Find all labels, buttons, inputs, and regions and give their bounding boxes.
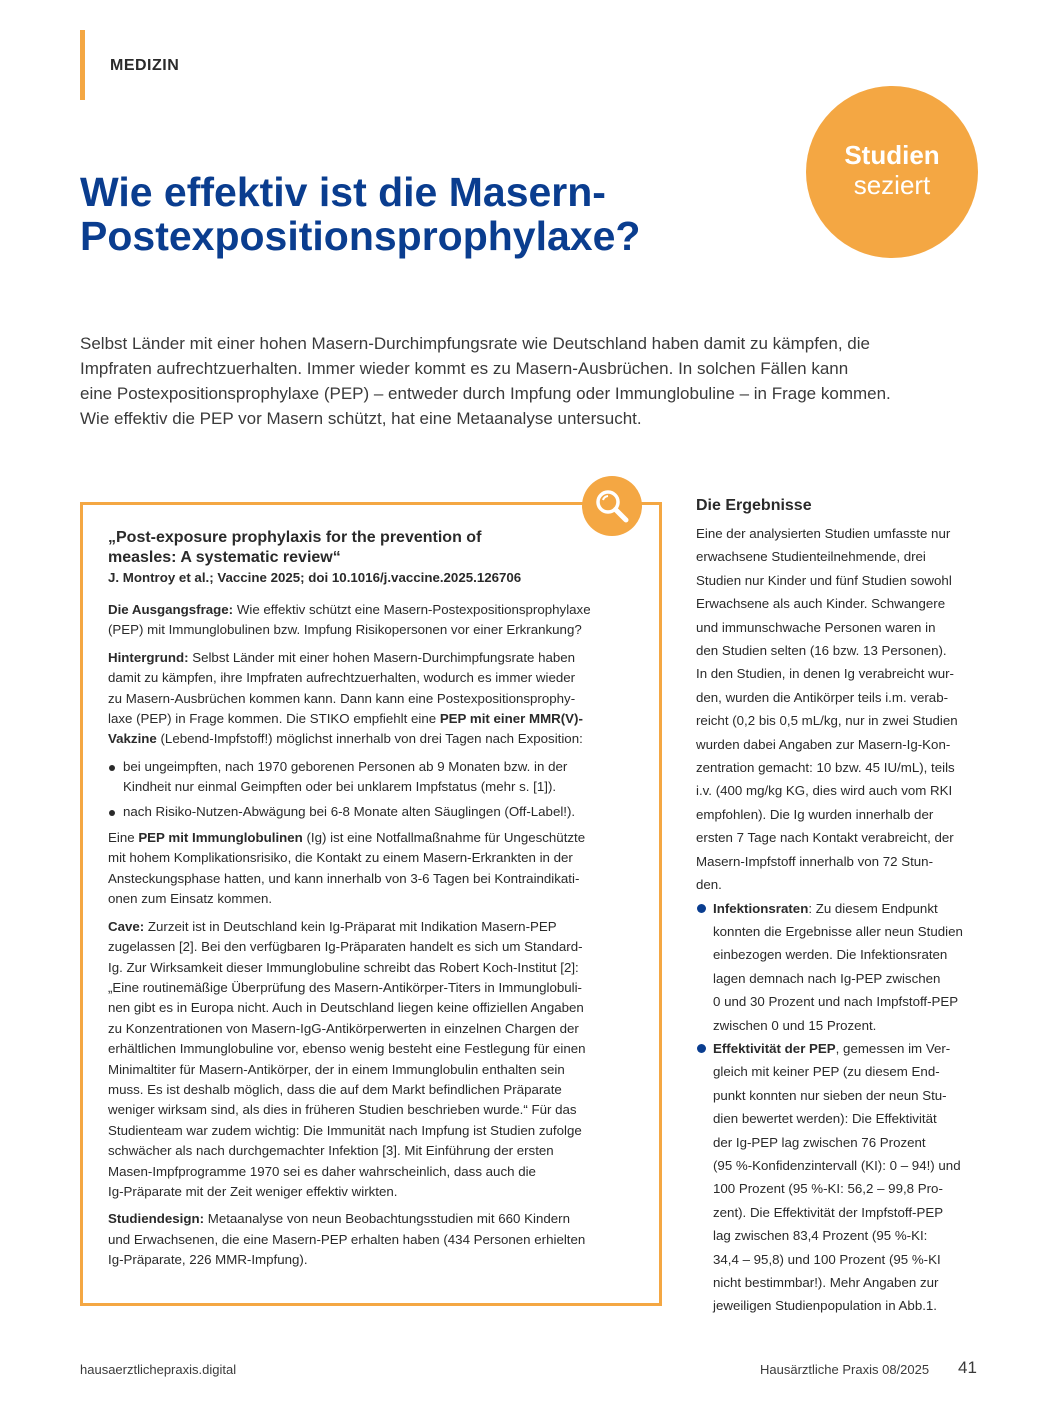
results-line	[713, 1037, 986, 1060]
results-line: lag zwischen 83,4 Prozent (95 %-KI:	[713, 1228, 928, 1244]
results-line: einbezogen werden. Die Infektionsraten	[713, 947, 948, 963]
design-label: Studiendesign:	[108, 1211, 205, 1227]
cave-line: schwächer als nach durchgemachter Infektion [3]. Mit Einführung der ersten	[108, 1143, 554, 1159]
question-line: (PEP) mit Immunglobulinen bzw. Impfung Risikopersonen vor einer Erkrankung?	[108, 622, 582, 638]
bullet-text: , gemessen im Ver-	[835, 1040, 951, 1056]
results-line: zentration gemacht: 10 bzw. 45 IU/mL), teils	[696, 760, 955, 776]
background-paragraph	[108, 648, 643, 750]
question-paragraph	[108, 600, 643, 641]
list-item	[696, 897, 986, 1037]
magnifier-icon	[582, 476, 642, 536]
design-paragraph	[108, 1209, 643, 1270]
question-line	[108, 600, 643, 620]
background-line: damit zu kämpfen, ihre Impfraten aufrechtzuerhalten, wodurch es immer wieder	[108, 670, 576, 686]
cave-label: Cave:	[108, 918, 145, 934]
intro-line: eine Postexpositionsprophylaxe (PEP) – entweder durch Impfung oder Immunglobuline – in Frage kommen.	[80, 384, 891, 403]
list-item	[108, 802, 643, 822]
ig-line: Ansteckungsphase hatten, und kann innerhalb von 3-6 Tagen bei Kontraindikati-	[108, 870, 580, 886]
results-line: konnten die Ergebnisse aller neun Studien	[713, 923, 963, 939]
intro-line: Impfraten aufrechtzuerhalten. Immer wieder kommt es zu Masern-Ausbrüchen. In solchen Fällen kann	[80, 359, 849, 378]
results-line: dien bewertet werden): Die Effektivität	[713, 1111, 937, 1127]
study-reference: J. Montroy et al.; Vaccine 2025; doi 10.1016/j.vaccine.2025.126706	[108, 570, 522, 585]
intro-line: Selbst Länder mit einer hohen Masern-Durchimpfungsrate wie Deutschland haben damit zu kämpfen, die	[80, 334, 870, 353]
cave-line: Masen-Impfprogramme 1970 sei es daher wahrscheinlich, dass auch die	[108, 1163, 536, 1179]
study-title-line: measles: A systematic review“	[108, 549, 341, 566]
results-line: reicht (0,2 bis 0,5 mL/kg, nur in zwei Studien	[696, 713, 958, 729]
bullet-text: : Zu diesem Endpunkt	[808, 900, 938, 916]
ig-bold: PEP mit Immunglobulinen	[138, 830, 303, 846]
background-line: zu Masern-Ausbrüchen kommen kann. Dann kann eine Postexpositionsprophy-	[108, 690, 576, 706]
list-item-line: nach Risiko-Nutzen-Abwägung bei 6-8 Monate alten Säuglingen (Off-Label!).	[123, 803, 576, 819]
ig-line	[108, 828, 643, 848]
results-line: punkt konnten nur sieben der neun Stu-	[713, 1087, 947, 1103]
results-line: 0 und 30 Prozent und nach Impfstoff-PEP	[713, 994, 959, 1010]
mmr-bullet-list	[108, 757, 643, 822]
background-bold: Vakzine	[108, 731, 157, 747]
ig-text: Eine	[108, 830, 139, 846]
background-label: Hintergrund:	[108, 649, 189, 665]
background-text: Selbst Länder mit einer hohen Masern-Durchimpfungsrate haben	[188, 649, 576, 665]
results-line: den.	[696, 877, 722, 893]
cave-line: nen gibt es in Europa nicht. Auch in Deutschland liegen keine offiziellen Angaben	[108, 1000, 584, 1016]
list-item	[108, 757, 643, 798]
badge-line-1: Studien	[844, 140, 940, 170]
cave-line: Ig-Präparate mit der Zeit weniger effektiv wirkten.	[108, 1183, 398, 1199]
results-line: jeweiligen Studienpopulation in Abb.1.	[713, 1298, 938, 1314]
results-line: Studien nur Kinder und fünf Studien sowohl	[696, 572, 952, 588]
cave-line: Minimaltiter für Masern-Antikörper, der in einem Immunglobulin enthalten sein	[108, 1061, 565, 1077]
intro-paragraph	[80, 331, 980, 431]
results-heading: Die Ergebnisse	[696, 497, 812, 514]
results-line: zent). Die Effektivität der Impfstoff-PEP	[713, 1204, 944, 1220]
results-line: i.v. (400 mg/kg KG, dies wird auch vom RKI	[696, 783, 953, 799]
results-line: nicht bestimmbar!). Mehr Angaben zur	[713, 1275, 939, 1290]
cave-text: Zurzeit ist in Deutschland kein Ig-Präparat mit Indikation Masern-PEP	[144, 918, 557, 934]
cave-line: weniger wirksam sind, als dies in früheren Studien beschrieben wurde.“ Für das	[108, 1102, 577, 1118]
cave-line: Ig. Zur Wirksamkeit dieser Immunglobuline schreibt das Robert Koch-Institut [2]:	[108, 959, 579, 975]
design-line: und Erwachsenen, die eine Masern-PEP erhalten haben (434 Personen erhielten	[108, 1231, 586, 1247]
title-line-1: Wie effektiv ist die Masern-	[80, 169, 606, 215]
section-label: MEDIZIN	[110, 57, 180, 74]
cave-line: „Eine routinemäßige Überprüfung des Masern-Antikörper-Titers in Immunglobuli-	[108, 979, 582, 995]
studien-seziert-badge	[806, 86, 978, 258]
badge-line-2: seziert	[853, 170, 931, 200]
ig-text: (Ig) ist eine Notfallmaßnahme für Ungeschützte	[302, 830, 586, 846]
ig-paragraph	[108, 828, 643, 910]
ig-line: onen zum Einsatz kommen.	[108, 891, 273, 907]
results-line: und immunschwache Personen waren in	[696, 619, 936, 635]
results-column	[696, 522, 986, 1318]
design-line: Ig-Präparate, 226 MMR-Impfung).	[108, 1252, 308, 1268]
background-line	[108, 729, 643, 749]
design-text: Metaanalyse von neun Beobachtungsstudien mit 660 Kindern	[204, 1211, 570, 1227]
footer-website: hausaerztlichepraxis.digital	[80, 1362, 237, 1377]
background-text: (Lebend-Impfstoff!) möglichst innerhalb von drei Tagen nach Exposition:	[156, 731, 583, 747]
bullet-label: Effektivität der PEP	[713, 1040, 836, 1056]
cave-line: erhältlichen Immunglobuline vor, ebenso wenig besteht eine Festlegung für einen	[108, 1041, 586, 1057]
section-accent-bar	[80, 30, 85, 100]
list-item	[696, 1037, 986, 1318]
study-title	[108, 528, 643, 568]
cave-line: Studienteam war zudem wichtig: Die Immunität nach Impfung ist Studien zufolge	[108, 1122, 582, 1138]
results-line: gleich mit keiner PEP (zu diesem End-	[713, 1064, 940, 1080]
results-line: zwischen 0 und 15 Prozent.	[713, 1017, 877, 1033]
study-box-content	[108, 528, 643, 1278]
bullet-label: Infektionsraten	[713, 900, 809, 916]
cave-line: muss. Es ist deshalb möglich, dass die auf dem Markt befindlichen Präparate	[108, 1081, 562, 1097]
results-line	[713, 897, 986, 920]
results-line: (95 %-Konfidenzintervall (KI): 0 – 94!) und	[713, 1157, 961, 1173]
cave-line: zu Konzentrationen von Masern-IgG-Antikörperwerten in einzelnen Chargen der	[108, 1020, 579, 1036]
footer-issue: Hausärztliche Praxis 08/2025	[760, 1362, 930, 1377]
background-bold: PEP mit einer MMR(V)-	[439, 711, 583, 727]
title-line-2: Postexpositionsprophylaxe?	[80, 213, 641, 259]
results-line: In den Studien, in denen Ig verabreicht wur-	[696, 666, 954, 682]
question-label: Die Ausgangsfrage:	[108, 602, 234, 617]
study-title-line: „Post-exposure prophylaxis for the prevention of	[108, 529, 482, 546]
ig-line: mit hohem Komplikationsrisiko, die Kontakt zu einem Masern-Erkrankten in der	[108, 850, 573, 866]
results-line: 34,4 – 95,8) und 100 Prozent (95 %-KI	[713, 1251, 941, 1267]
results-bullet-list	[696, 897, 986, 1318]
design-line	[108, 1209, 643, 1229]
results-line: ersten 7 Tage nach Kontakt verabreicht, der	[696, 830, 954, 846]
results-line: den Studien selten (16 bzw. 13 Personen).	[696, 643, 947, 659]
question-text: Wie effektiv schützt eine Masern-Postexpositionsprophylaxe	[233, 602, 591, 617]
intro-line: Wie effektiv die PEP vor Masern schützt, hat eine Metaanalyse untersucht.	[80, 409, 642, 428]
results-line: Eine der analysierten Studien umfasste nur	[696, 526, 951, 541]
cave-line	[108, 917, 643, 937]
results-line: erwachsene Studienteilnehmende, drei	[696, 549, 926, 565]
cave-paragraph	[108, 917, 643, 1203]
results-line: empfohlen). Die Ig wurden innerhalb der	[696, 806, 934, 822]
results-line: der Ig-PEP lag zwischen 76 Prozent	[713, 1134, 926, 1150]
results-line: Masern-Impfstoff innerhalb von 72 Stun-	[696, 853, 934, 869]
list-item-line: bei ungeimpften, nach 1970 geborenen Personen ab 9 Monaten bzw. in der	[123, 758, 568, 774]
results-line: Erwachsene als auch Kinder. Schwangere	[696, 596, 946, 612]
results-paragraph	[696, 522, 986, 897]
results-line: wurden dabei Angaben zur Masern-Ig-Kon-	[696, 736, 951, 752]
background-line	[108, 648, 643, 668]
background-text: laxe (PEP) in Frage kommen. Die STIKO empfiehlt eine	[108, 711, 440, 727]
cave-line: zugelassen [2]. Bei den verfügbaren Ig-Präparaten handelt es sich um Standard-	[108, 939, 583, 955]
page-title	[80, 170, 800, 258]
results-line: den, wurden die Antikörper teils i.m. verab-	[696, 689, 949, 705]
background-line	[108, 709, 643, 729]
results-line: lagen demnach nach Ig-PEP zwischen	[713, 970, 941, 986]
list-item-line: Kindheit nur einmal Geimpften oder bei unklarem Impfstatus (mehr s. [1]).	[123, 779, 557, 795]
page-number: 41	[958, 1358, 977, 1377]
results-line: 100 Prozent (95 %-KI: 56,2 – 99,8 Pro-	[713, 1181, 943, 1197]
